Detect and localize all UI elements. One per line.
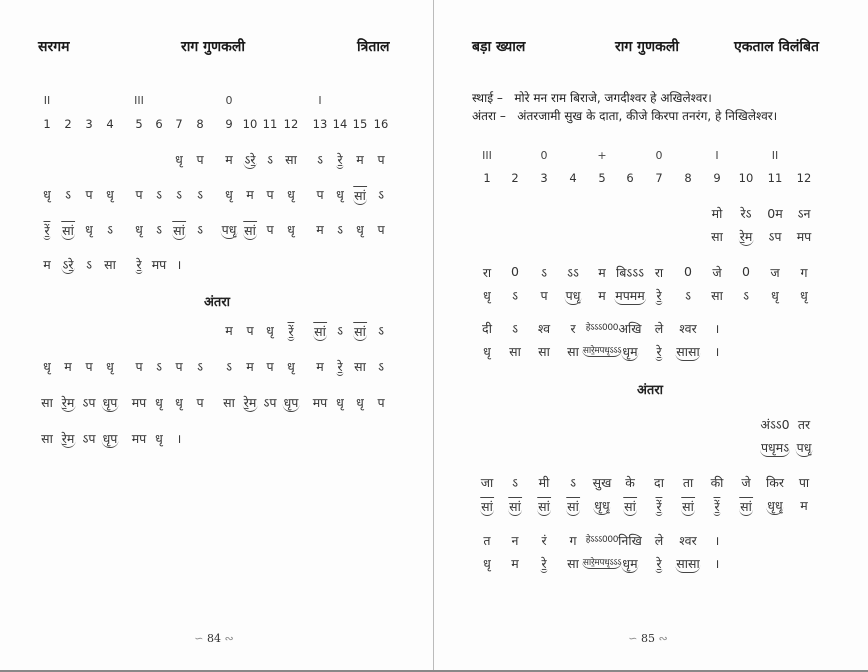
note-cell: रे॒म <box>243 395 257 410</box>
taal-mark: I <box>715 149 719 162</box>
ornament-icon: ∽ <box>628 632 638 645</box>
note-cell: धृ <box>85 222 93 237</box>
taal-mark: 0 <box>655 149 663 162</box>
note-cell: धृ <box>336 187 344 202</box>
note-cell: मप <box>151 257 167 272</box>
note-cell: रे॒म <box>61 431 75 446</box>
note-cell: पधृ <box>221 222 237 237</box>
note-cell: सा <box>509 344 521 359</box>
taal-mark: + <box>597 149 607 162</box>
antara-title: अंतरा <box>636 383 664 398</box>
note-cell: धृ <box>771 288 779 303</box>
note-cell: धृ <box>483 344 491 359</box>
note-cell: म <box>225 152 233 167</box>
note-cell: धृधृ <box>767 498 783 513</box>
lyric-syllable: बिऽऽऽ <box>616 265 644 280</box>
beat-number: 5 <box>135 117 143 131</box>
lyric-syllable: रं <box>541 533 547 548</box>
lyric-syllable: अखि <box>618 321 642 336</box>
note-cell: ऽ <box>337 222 343 237</box>
note-cell: म <box>225 323 233 338</box>
note-cell: म <box>316 222 324 237</box>
lyric-syllable: ता <box>682 475 694 490</box>
note-cell: रें॒ <box>44 223 50 238</box>
note-cell: ऽरे॒ <box>62 257 74 272</box>
lyric-syllable: ऽ <box>512 321 518 336</box>
note-cell: प <box>266 187 274 202</box>
beat-number: 6 <box>155 117 163 131</box>
beat-number: 14 <box>332 117 348 131</box>
lyric-syllable: 0 <box>684 264 692 279</box>
note-cell: धृ <box>287 359 295 374</box>
ornament-icon: ∾ <box>224 632 234 645</box>
note-cell: रे॒ <box>541 556 547 571</box>
note-cell: प <box>540 288 548 303</box>
note-cell: म <box>356 152 364 167</box>
lyric-syllable: रा <box>482 265 492 280</box>
ornament-icon: ∽ <box>194 632 204 645</box>
note-cell: सा <box>354 359 366 374</box>
note-cell: सां <box>682 499 694 514</box>
beat-number: 13 <box>312 117 328 131</box>
lyric-syllable: रेऽ <box>740 206 752 221</box>
note-cell: धृ <box>800 288 808 303</box>
lyric-syllable: जे <box>741 475 751 490</box>
beat-number: 12 <box>796 171 812 185</box>
lyric-syllable: ऽ <box>541 265 547 280</box>
note-cell: प <box>135 359 143 374</box>
note-cell: धृ <box>287 222 295 237</box>
lyric-syllable: श्वर <box>679 321 697 336</box>
lyric-syllable: न <box>511 533 519 548</box>
note-cell: धृ <box>336 395 344 410</box>
note-cell: धृप <box>102 431 118 446</box>
lyric-syllable: र <box>570 321 576 336</box>
lyric-syllable: सुख <box>592 475 612 490</box>
note-cell: । <box>714 344 720 359</box>
note-cell: सा <box>567 556 579 571</box>
note-cell: रे॒ <box>656 288 662 303</box>
lyric-syllable: 0 <box>511 264 519 279</box>
beat-number: 6 <box>626 171 634 185</box>
taal-mark: III <box>482 149 492 162</box>
note-cell: सारे॒मपधृऽऽऽ <box>582 555 622 569</box>
lyric-syllable: दा <box>654 475 664 490</box>
note-cell: मप <box>131 395 147 410</box>
lyric-syllable: । <box>714 533 720 548</box>
beat-number: 16 <box>373 117 389 131</box>
lyric-syllable: 0 <box>742 264 750 279</box>
note-cell: रे॒ <box>337 152 343 167</box>
note-cell: सां <box>567 499 579 514</box>
beat-number: 9 <box>713 171 721 185</box>
note-cell: ऽ <box>197 187 203 202</box>
ornament-icon: ∾ <box>658 632 668 645</box>
note-cell: रें॒ <box>714 499 720 514</box>
beat-number: 15 <box>352 117 368 131</box>
note-cell: धृ <box>155 395 163 410</box>
note-cell: रें॒ <box>656 499 662 514</box>
lyric-syllable: किर <box>766 475 784 490</box>
note-cell: धृम <box>622 344 638 359</box>
header-sargam: सरगम <box>38 39 70 55</box>
note-cell: ऽ <box>378 359 384 374</box>
note-cell: रे॒ <box>136 257 142 272</box>
taal-mark: II <box>771 149 779 162</box>
beat-number: 4 <box>106 117 114 131</box>
note-cell: सा <box>104 257 116 272</box>
note-cell: । <box>176 431 182 446</box>
note-cell: सां <box>538 499 550 514</box>
lyric-syllable: के <box>625 475 635 490</box>
note-cell: धृ <box>225 187 233 202</box>
page-number: ∽ 84 ∾ <box>194 632 234 645</box>
note-cell: मप <box>312 395 328 410</box>
note-cell: रे॒म <box>739 229 753 244</box>
note-cell: सा <box>711 288 723 303</box>
note-cell: धृ <box>106 359 114 374</box>
note-cell: सारे॒मपधृऽऽऽ <box>582 343 622 357</box>
taal-mark: II <box>43 94 51 107</box>
note-cell: ऽ <box>197 222 203 237</box>
note-cell: सां <box>244 223 256 238</box>
note-cell: । <box>714 556 720 571</box>
note-cell: धृ <box>106 187 114 202</box>
header-raag: राग गुणकली <box>615 39 679 55</box>
note-cell: प <box>135 187 143 202</box>
note-cell: सां <box>740 499 752 514</box>
note-cell: रे॒ <box>656 556 662 571</box>
note-cell: धृ <box>483 556 491 571</box>
note-cell: रे॒ <box>656 344 662 359</box>
left-page <box>0 0 434 670</box>
note-cell: धृ <box>155 431 163 446</box>
note-cell: ऽ <box>267 152 273 167</box>
beat-number: 7 <box>655 171 663 185</box>
note-cell: सां <box>354 188 366 203</box>
lyric-syllable: ले <box>654 533 664 548</box>
note-cell: पधृमऽ <box>760 440 790 455</box>
lyric-syllable: पा <box>798 475 810 490</box>
note-cell: सा <box>41 395 53 410</box>
note-cell: सा <box>41 431 53 446</box>
sthayi-lyric: स्थाई – मोरे मन राम बिराजे, जगदीश्वर हे अखिलेश्वर। <box>472 91 712 105</box>
note-cell: म <box>43 257 51 272</box>
lyric-syllable: त <box>483 533 491 548</box>
note-cell: ऽ <box>226 359 232 374</box>
note-cell: ऽप <box>82 431 96 446</box>
note-cell: धृ <box>287 187 295 202</box>
note-cell: म <box>511 556 519 571</box>
note-cell: मप <box>796 229 812 244</box>
note-cell: धृप <box>102 395 118 410</box>
note-cell: म <box>316 359 324 374</box>
note-cell: सा <box>711 229 723 244</box>
header-taal: एकताल विलंबित <box>734 39 819 55</box>
beat-number: 8 <box>684 171 692 185</box>
note-cell: धृम <box>622 556 638 571</box>
note-cell: ऽ <box>512 288 518 303</box>
beat-number: 3 <box>540 171 548 185</box>
note-cell: प <box>377 395 385 410</box>
antara-title: अंतरा <box>203 295 231 310</box>
beat-number: 10 <box>738 171 754 185</box>
lyric-syllable: निखि <box>618 533 642 548</box>
note-cell: ऽ <box>743 288 749 303</box>
note-cell: सां <box>509 499 521 514</box>
note-cell: धृ <box>356 222 364 237</box>
lyric-syllable: मो <box>711 206 723 221</box>
note-cell: सां <box>481 499 493 514</box>
note-cell: सासा <box>676 556 700 571</box>
lyric-syllable: की <box>710 475 724 490</box>
header-bada-khayal: बड़ा ख्याल <box>472 39 526 55</box>
right-page <box>434 0 866 670</box>
note-cell: सां <box>314 324 326 339</box>
header-raag: राग गुणकली <box>181 39 245 55</box>
beat-number: 1 <box>43 117 51 131</box>
note-cell: ऽ <box>65 187 71 202</box>
note-cell: धृ <box>175 152 183 167</box>
beat-number: 10 <box>242 117 258 131</box>
lyric-syllable: ग <box>569 533 577 548</box>
note-cell: ऽ <box>156 222 162 237</box>
note-cell: सा <box>285 152 297 167</box>
note-cell: सा <box>223 395 235 410</box>
note-cell: सा <box>567 344 579 359</box>
note-cell: सां <box>624 499 636 514</box>
note-cell: धृप <box>283 395 299 410</box>
beat-number: 3 <box>85 117 93 131</box>
lyric-syllable: ऽऽ <box>567 265 579 280</box>
note-cell: प <box>266 359 274 374</box>
note-cell: ऽ <box>86 257 92 272</box>
lyric-syllable: ज <box>770 265 780 280</box>
beat-number: 11 <box>262 117 278 131</box>
lyric-syllable: ऽ <box>570 475 576 490</box>
note-cell: ऽ <box>197 359 203 374</box>
note-cell: ऽ <box>337 323 343 338</box>
lyric-syllable: तर <box>797 417 811 432</box>
note-cell: म <box>64 359 72 374</box>
note-cell: सासा <box>676 344 700 359</box>
note-cell: ऽप <box>82 395 96 410</box>
note-cell: ऽ <box>176 187 182 202</box>
note-cell: प <box>377 222 385 237</box>
note-cell: म <box>246 359 254 374</box>
page-number: ∽ 85 ∾ <box>628 632 668 645</box>
lyric-syllable: हेऽऽऽ000 <box>585 535 619 545</box>
beat-number: 1 <box>483 171 491 185</box>
note-cell: ऽ <box>685 288 691 303</box>
note-cell: ऽप <box>768 229 782 244</box>
note-cell: ऽ <box>107 222 113 237</box>
beat-number: 9 <box>225 117 233 131</box>
note-cell: सां <box>173 223 185 238</box>
note-cell: ऽ <box>156 187 162 202</box>
note-cell: ऽ <box>378 323 384 338</box>
lyric-syllable: ग <box>800 265 808 280</box>
note-cell: धृ <box>356 395 364 410</box>
note-cell: धृधृ <box>594 498 610 513</box>
note-cell: रे॒म <box>61 395 75 410</box>
beat-number: 2 <box>511 171 519 185</box>
lyric-syllable: ले <box>654 321 664 336</box>
lyric-syllable: रा <box>654 265 664 280</box>
note-cell: प <box>246 323 254 338</box>
note-cell: पधृ <box>565 288 581 303</box>
lyric-syllable: ऽन <box>797 206 811 221</box>
note-cell: ऽरे॒ <box>244 152 256 167</box>
header-taal: त्रिताल <box>357 39 390 55</box>
taal-mark: 0 <box>225 94 233 107</box>
lyric-syllable: जा <box>480 475 494 490</box>
note-cell: म <box>800 498 808 513</box>
note-cell: । <box>176 257 182 272</box>
note-cell: धृ <box>175 395 183 410</box>
note-cell: प <box>377 152 385 167</box>
taal-mark: 0 <box>540 149 548 162</box>
note-cell: मप <box>131 431 147 446</box>
note-cell: धृ <box>43 359 51 374</box>
note-cell: ऽ <box>156 359 162 374</box>
note-cell: मपमम <box>615 288 645 303</box>
note-cell: ऽ <box>378 187 384 202</box>
beat-number: 4 <box>569 171 577 185</box>
lyric-syllable: दी <box>482 321 492 336</box>
lyric-syllable: हेऽऽऽ000 <box>585 323 619 333</box>
note-cell: सा <box>538 344 550 359</box>
antara-lyric: अंतरा – अंतरजामी सुख के दाता, कीजे किरपा तनरंग, हे निखिलेश्वर। <box>472 109 778 123</box>
lyric-syllable: श्व <box>537 321 551 336</box>
beat-number: 5 <box>598 171 606 185</box>
beat-number: 2 <box>64 117 72 131</box>
note-cell: ऽप <box>263 395 277 410</box>
note-cell: पधृ <box>796 440 812 455</box>
lyric-syllable: अंऽऽ0 <box>760 417 790 432</box>
note-cell: प <box>85 359 93 374</box>
note-cell: म <box>246 187 254 202</box>
beat-number: 7 <box>175 117 183 131</box>
note-cell: प <box>196 395 204 410</box>
note-cell: प <box>175 359 183 374</box>
beat-number: 8 <box>196 117 204 131</box>
beat-number: 12 <box>283 117 299 131</box>
note-cell: सां <box>354 324 366 339</box>
lyric-syllable: म <box>598 265 606 280</box>
note-cell: प <box>85 187 93 202</box>
note-cell: प <box>266 222 274 237</box>
lyric-syllable: ऽ <box>512 475 518 490</box>
lyric-syllable: 0म <box>767 206 783 221</box>
note-cell: धृ <box>43 187 51 202</box>
taal-mark: III <box>134 94 144 107</box>
note-cell: म <box>598 288 606 303</box>
note-cell: सां <box>62 223 74 238</box>
taal-mark: I <box>318 94 322 107</box>
lyric-syllable: । <box>714 321 720 336</box>
beat-number: 11 <box>767 171 783 185</box>
note-cell: रें॒ <box>288 324 294 339</box>
note-cell: धृ <box>266 323 274 338</box>
note-cell: धृ <box>483 288 491 303</box>
lyric-syllable: श्वर <box>679 533 697 548</box>
note-cell: धृ <box>135 222 143 237</box>
note-cell: प <box>316 187 324 202</box>
note-cell: प <box>196 152 204 167</box>
note-cell: रे॒ <box>337 359 343 374</box>
note-cell: ऽ <box>317 152 323 167</box>
lyric-syllable: जे <box>712 265 722 280</box>
lyric-syllable: मी <box>538 475 550 490</box>
